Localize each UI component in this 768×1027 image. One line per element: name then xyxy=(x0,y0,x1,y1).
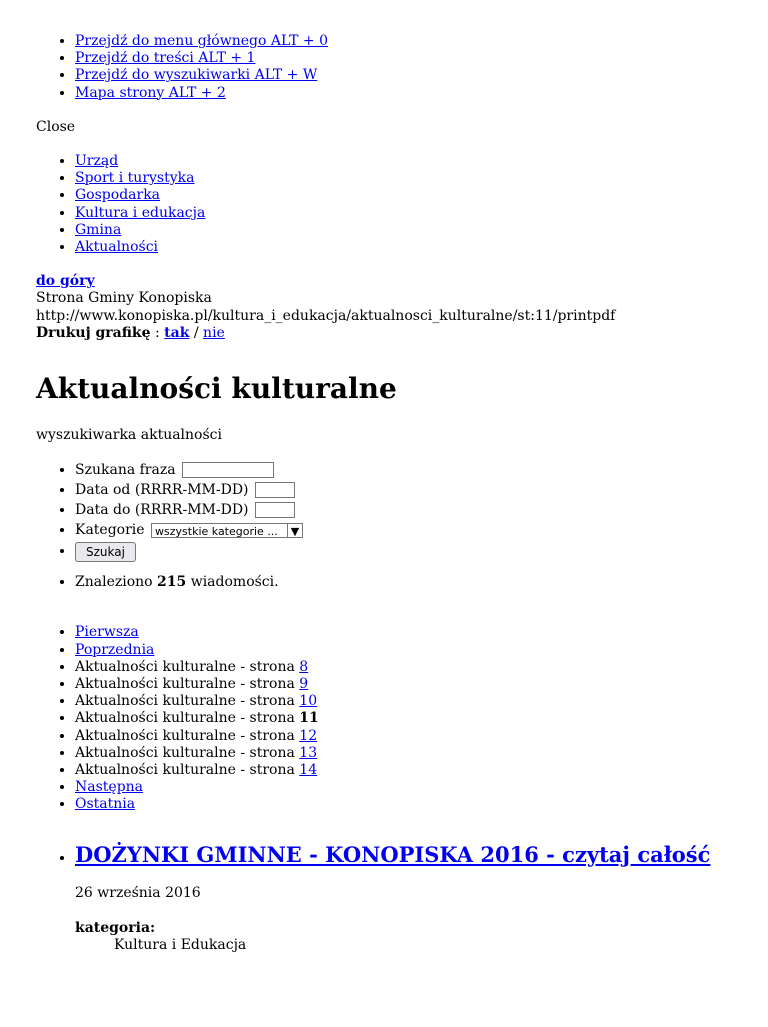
results-number: 215 xyxy=(157,574,187,591)
main-menu-item xyxy=(75,205,732,222)
skip-link-item xyxy=(75,50,732,67)
pager-page-link[interactable]: 13 xyxy=(299,744,318,761)
menu-link-urzad[interactable]: Urząd xyxy=(75,153,119,170)
main-menu xyxy=(36,153,732,256)
menu-link-kultura[interactable]: Kultura i edukacja xyxy=(75,204,206,221)
submit-row xyxy=(75,540,732,560)
results-count xyxy=(75,574,732,591)
separator: : xyxy=(150,324,165,341)
news-list xyxy=(36,841,732,955)
category-select[interactable] xyxy=(151,523,303,538)
results-suffix: wiadomości. xyxy=(186,574,279,591)
pager-item xyxy=(75,710,732,727)
search-phrase-label: Szukana fraza xyxy=(75,462,176,479)
date-from-row xyxy=(75,480,732,500)
pager-last-link[interactable]: Ostatnia xyxy=(75,796,136,813)
main-menu-item xyxy=(75,170,732,187)
sitemap-link[interactable]: Mapa strony ALT + 2 xyxy=(75,84,226,101)
pager-next-link[interactable]: Następna xyxy=(75,779,144,796)
category-label: Kategorie xyxy=(75,522,145,539)
pager-page-link[interactable]: 10 xyxy=(299,693,318,710)
page-title: Aktualności kulturalne xyxy=(36,372,397,406)
search-form xyxy=(36,460,732,560)
pager-item xyxy=(75,659,732,676)
pager-item xyxy=(75,676,732,693)
back-to-top-link[interactable]: do góry xyxy=(36,273,95,290)
main-menu-item xyxy=(75,153,732,170)
pager-page-label: Aktualności kulturalne - strona xyxy=(75,727,300,744)
news-date: 26 września 2016 xyxy=(75,884,201,901)
pager-page-label: Aktualności kulturalne - strona xyxy=(75,762,300,779)
search-phrase-row xyxy=(75,460,732,480)
print-graphics xyxy=(36,325,732,342)
skip-to-search-link[interactable]: Przejdź do wyszukiwarki ALT + W xyxy=(75,67,318,84)
menu-link-aktualnosci[interactable]: Aktualności xyxy=(75,239,159,256)
skip-to-content-link[interactable]: Przejdź do treści ALT + 1 xyxy=(75,50,256,67)
pager-item xyxy=(75,624,732,641)
search-button[interactable]: Szukaj xyxy=(75,542,136,562)
news-category-label: kategoria: xyxy=(75,920,156,937)
pager-item xyxy=(75,796,732,813)
skip-links xyxy=(36,33,732,102)
skip-link-item xyxy=(75,67,732,84)
skip-to-menu-link[interactable]: Przejdź do menu głównego ALT + 0 xyxy=(75,33,328,49)
pager-item xyxy=(75,762,732,779)
pager-item xyxy=(75,642,732,659)
main-menu-item xyxy=(75,187,732,204)
pager-page-label: Aktualności kulturalne - strona xyxy=(75,693,300,710)
menu-link-sport[interactable]: Sport i turystyka xyxy=(75,170,195,187)
pager-item xyxy=(75,728,732,745)
print-graphics-no-link[interactable]: nie xyxy=(203,324,225,341)
pager-prev-link[interactable]: Poprzednia xyxy=(75,641,155,658)
date-from-input[interactable] xyxy=(255,482,295,498)
pager-page-link[interactable]: 8 xyxy=(299,658,309,675)
print-url: http://www.konopiska.pl/kultura_i_edukacja/aktualnosci_kulturalne/st:11/printpdf xyxy=(36,307,616,324)
date-to-label: Data do (RRRR-MM-DD) xyxy=(75,502,249,519)
search-title: wyszukiwarka aktualności xyxy=(36,427,222,444)
site-name: Strona Gminy Konopiska xyxy=(36,290,212,307)
news-title xyxy=(75,841,732,867)
pager-page-label: Aktualności kulturalne - strona xyxy=(75,744,300,761)
date-to-row xyxy=(75,500,732,520)
menu-link-gmina[interactable]: Gmina xyxy=(75,221,122,238)
main-menu-item xyxy=(75,222,732,239)
pager-page-link[interactable]: 12 xyxy=(299,727,318,744)
chevron-down-icon: ▼ xyxy=(287,524,302,538)
pager-first-link[interactable]: Pierwsza xyxy=(75,624,139,641)
news-category: Kultura i Edukacja xyxy=(114,937,247,954)
page xyxy=(0,33,768,955)
pager-item xyxy=(75,779,732,796)
top-section xyxy=(36,273,732,342)
print-graphics-yes-link[interactable]: tak xyxy=(164,324,190,341)
main-menu-item xyxy=(75,239,732,256)
pager-item xyxy=(75,693,732,710)
date-from-label: Data od (RRRR-MM-DD) xyxy=(75,482,249,499)
pager-page-link[interactable]: 9 xyxy=(299,676,309,693)
pager-page-label: Aktualności kulturalne - strona xyxy=(75,658,300,675)
print-graphics-label: Drukuj grafikę xyxy=(36,324,151,341)
separator: / xyxy=(189,324,204,341)
category-row xyxy=(75,520,732,540)
skip-link-item xyxy=(75,85,732,102)
category-select-value: wszystkie kategorie ... xyxy=(155,524,278,538)
pager-current-page: 11 xyxy=(299,710,319,727)
results-prefix: Znaleziono xyxy=(75,574,158,591)
pager-item xyxy=(75,745,732,762)
menu-link-gospodarka[interactable]: Gospodarka xyxy=(75,187,161,204)
news-item xyxy=(75,841,732,955)
news-title-link[interactable]: DOŻYNKI GMINNE - KONOPISKA 2016 - czytaj całość xyxy=(75,841,711,867)
pager-page-link[interactable]: 14 xyxy=(299,762,318,779)
pagination xyxy=(36,624,732,813)
pager-page-label: Aktualności kulturalne - strona xyxy=(75,676,300,693)
skip-link-item xyxy=(75,33,732,50)
pager-page-label: Aktualności kulturalne - strona xyxy=(75,710,300,727)
search-phrase-input[interactable] xyxy=(182,462,274,478)
date-to-input[interactable] xyxy=(255,502,295,518)
close-label[interactable]: Close xyxy=(36,118,76,135)
results-info xyxy=(36,574,732,591)
